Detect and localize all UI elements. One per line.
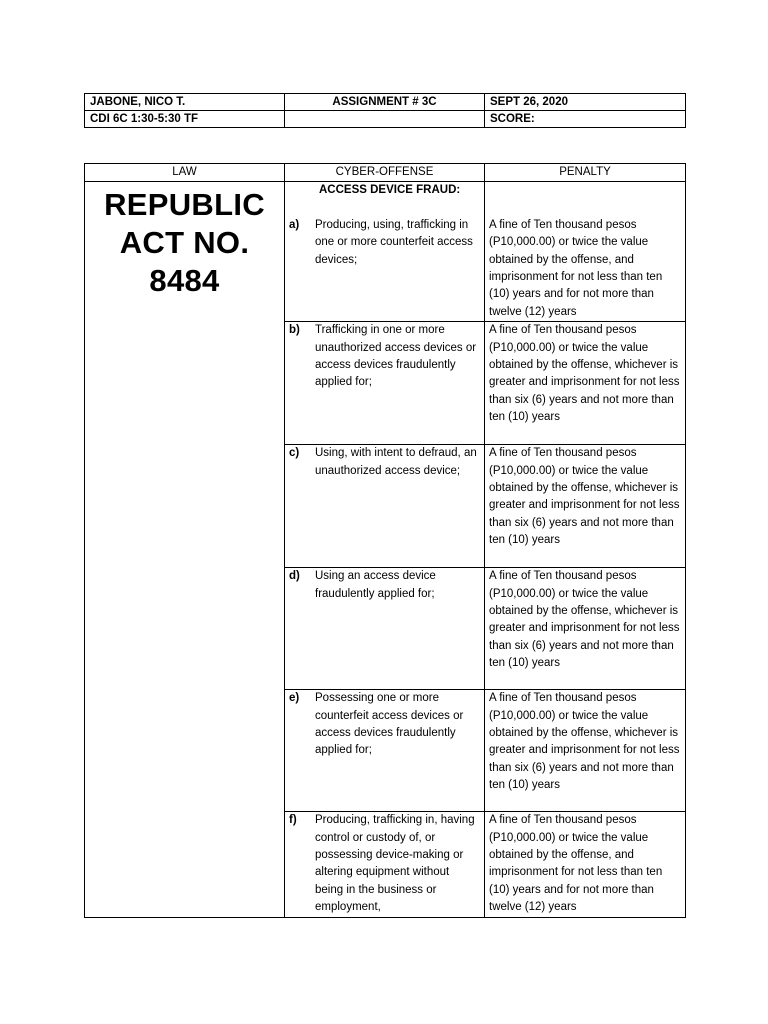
offense-cell — [285, 812, 485, 918]
offense-label: f) — [289, 814, 297, 827]
empty-cell — [285, 111, 485, 128]
header-row-1 — [85, 94, 686, 111]
column-header-row — [85, 164, 686, 182]
penalty-cell — [485, 690, 686, 812]
penalty-cell — [485, 322, 686, 445]
assignment-date: SEPT 26, 2020 — [485, 94, 686, 111]
penalty-text: A fine of Ten thousand pesos (P10,000.00) or twice the value obtained by the offense, whichever is greater and imprisonment for not less than six (6) years and not more than ten (10) years — [489, 447, 680, 547]
penalty-text: A fine of Ten thousand pesos (P10,000.00) or twice the value obtained by the offense, whichever is greater and imprisonment for not less than six (6) years and not more than ten (10) years — [489, 570, 680, 670]
penalty-text: A fine of Ten thousand pesos (P10,000.00) or twice the value obtained by the offense, whichever is greater and imprisonment for not less than six (6) years and not more than ten (10) years — [489, 324, 680, 424]
penalty-text: A fine of Ten thousand pesos (P10,000.00) or twice the value obtained by the offense, whichever is greater and imprisonment for not less than six (6) years and not more than ten (10) years — [489, 692, 680, 792]
offense-cell — [285, 322, 485, 445]
offense-text: Trafficking in one or more unauthorized access devices or access devices fraudulently applied for; — [315, 324, 477, 389]
law-name-line-1: REPUBLIC — [104, 187, 265, 222]
offense-label: e) — [289, 692, 300, 705]
class-schedule: CDI 6C 1:30-5:30 TF — [85, 111, 285, 128]
column-header-law: LAW — [85, 164, 285, 182]
penalty-cell — [485, 812, 686, 918]
offense-table — [84, 163, 686, 918]
offense-label: d) — [289, 570, 300, 583]
penalty-cell — [485, 445, 686, 568]
column-header-penalty: PENALTY — [485, 164, 686, 182]
score-label: SCORE: — [485, 111, 686, 128]
penalty-text: A fine of Ten thousand pesos (P10,000.00) or twice the value obtained by the offense, and imprisonment for not less than ten (10) years and for not more than twelve (12) years — [489, 218, 663, 318]
offense-label: a) — [289, 218, 300, 231]
offense-label: b) — [289, 324, 300, 337]
column-header-offense: CYBER-OFFENSE — [285, 164, 485, 182]
assignment-label: ASSIGNMENT # 3C — [285, 94, 485, 111]
offense-text: Producing, trafficking in, having control or custody of, or possessing device-making or altering equipment without being in the business or employment, — [315, 814, 475, 914]
table-row — [85, 182, 686, 322]
header-row-2 — [85, 111, 686, 128]
law-name-cell — [85, 182, 285, 918]
offense-cell — [285, 445, 485, 568]
offense-cell — [285, 690, 485, 812]
penalty-cell — [485, 568, 686, 690]
offense-cell — [285, 568, 485, 690]
offense-text: Using an access device fraudulently applied for; — [315, 570, 436, 600]
offense-text: Producing, using, trafficking in one or more counterfeit access devices; — [315, 218, 473, 266]
offense-heading: ACCESS DEVICE FRAUD: — [319, 184, 461, 196]
offense-label: c) — [289, 447, 300, 460]
law-name-line-2: ACT NO. 8484 — [119, 225, 250, 298]
offense-cell — [285, 182, 485, 322]
header-table — [84, 93, 686, 128]
offense-text: Possessing one or more counterfeit access devices or access devices fraudulently applied for; — [315, 692, 464, 757]
offense-text: Using, with intent to defraud, an unauthorized access device; — [315, 447, 477, 477]
penalty-cell — [485, 182, 686, 322]
student-name: JABONE, NICO T. — [85, 94, 285, 111]
penalty-text: A fine of Ten thousand pesos (P10,000.00) or twice the value obtained by the offense, and imprisonment for not less than ten (10) years and for not more than twelve (12) years — [489, 814, 663, 914]
